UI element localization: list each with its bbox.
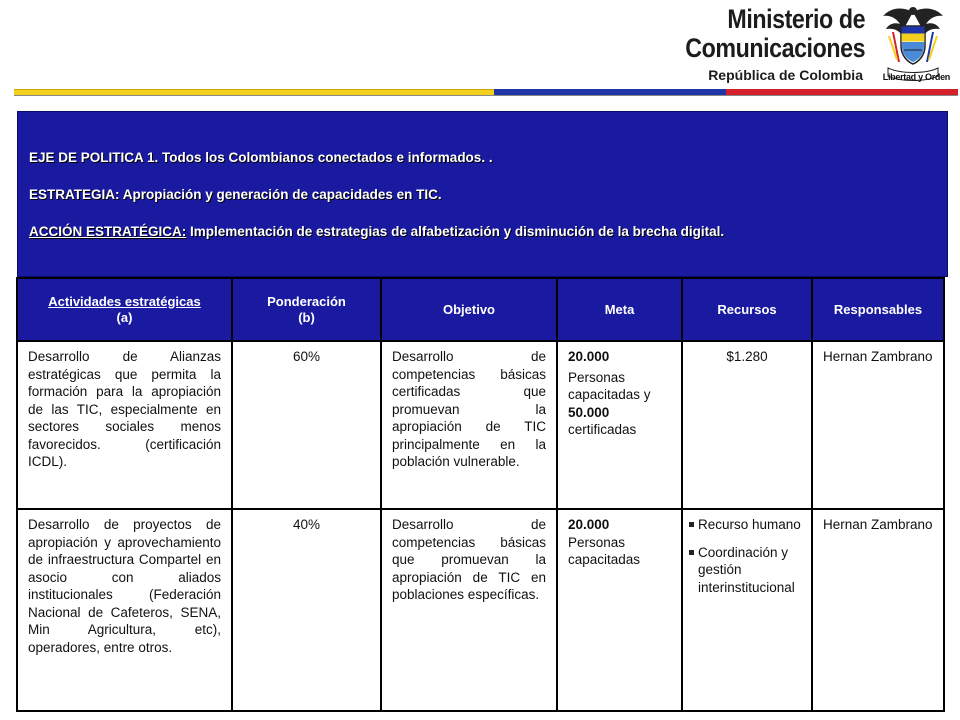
cell-responsables: Hernan Zambrano xyxy=(812,341,944,509)
meta-text: certificadas xyxy=(568,422,637,437)
bullet-square-icon xyxy=(689,522,694,527)
policy-accion xyxy=(29,224,936,240)
meta-number: 20.000 xyxy=(568,349,610,364)
cell-ponderacion: 60% xyxy=(232,341,381,509)
meta-text: Personas capacitadas y xyxy=(568,369,651,402)
cell-meta xyxy=(557,509,682,711)
cell-recursos xyxy=(682,509,812,711)
cell-actividad: Desarrollo de proyectos de apropiación y aprovechamiento de infraestructura Compartel en asocio con aliados institucionales (Federación Nacional de Cafeteros, SENA, Min Agricultura, etc), operadores, entre otros. xyxy=(17,509,232,711)
header-recursos: Recursos xyxy=(682,278,812,341)
logo-line-1: Ministerio de xyxy=(727,4,865,34)
activities-table xyxy=(16,277,945,712)
cell-actividad: Desarrollo de Alianzas estratégicas que permita la formación para la apropiación de las TIC, especialmente en sectores sociales menos favorecidos. (certificación ICDL). xyxy=(17,341,232,509)
meta-number: 50.000 xyxy=(568,404,610,420)
meta-number: 20.000 xyxy=(568,517,610,532)
table-row xyxy=(17,509,944,711)
header-objetivo: Objetivo xyxy=(381,278,557,341)
cell-recursos: $1.280 xyxy=(682,341,812,509)
policy-panel xyxy=(17,111,948,277)
meta-text: Personas capacitadas xyxy=(568,534,641,567)
cell-objetivo: Desarrollo de competencias básicas certificadas que promuevan la apropiación de TIC principalmente en la población vulnerable. xyxy=(381,341,557,509)
bullet-square-icon xyxy=(689,550,694,555)
list-item: Coordinación y gestión interinstitucional xyxy=(689,544,807,597)
cell-ponderacion: 40% xyxy=(232,509,381,711)
logo-line-2: Comunicaciones xyxy=(685,33,865,63)
accion-text: Implementación de estrategias de alfabetización y disminución de la brecha digital. xyxy=(186,224,725,239)
policy-estrategia: ESTRATEGIA: Apropiación y generación de capacidades en TIC. xyxy=(29,187,442,202)
table-header-row xyxy=(17,278,944,341)
table-row xyxy=(17,341,944,509)
crest-motto: Libertad y Orden xyxy=(882,72,950,82)
header-responsables: Responsables xyxy=(812,278,944,341)
divider xyxy=(14,95,958,96)
cell-objetivo: Desarrollo de competencias básicas que promuevan la apropiación de TIC en poblaciones específicas. xyxy=(381,509,557,711)
header-meta: Meta xyxy=(557,278,682,341)
accion-label: ACCIÓN ESTRATÉGICA: xyxy=(29,224,187,239)
ministry-logo-text xyxy=(656,6,865,82)
header-ponderacion: Ponderación (b) xyxy=(232,278,381,341)
policy-eje: EJE DE POLITICA 1. Todos los Colombianos conectados e informados. . xyxy=(29,150,493,165)
logo-line-3: República de Colombia xyxy=(708,67,863,83)
cell-meta xyxy=(557,341,682,509)
cell-responsables: Hernan Zambrano xyxy=(812,509,944,711)
list-item: Recurso humano xyxy=(689,516,807,534)
header-actividades: Actividades estratégicas (a) xyxy=(17,278,232,341)
